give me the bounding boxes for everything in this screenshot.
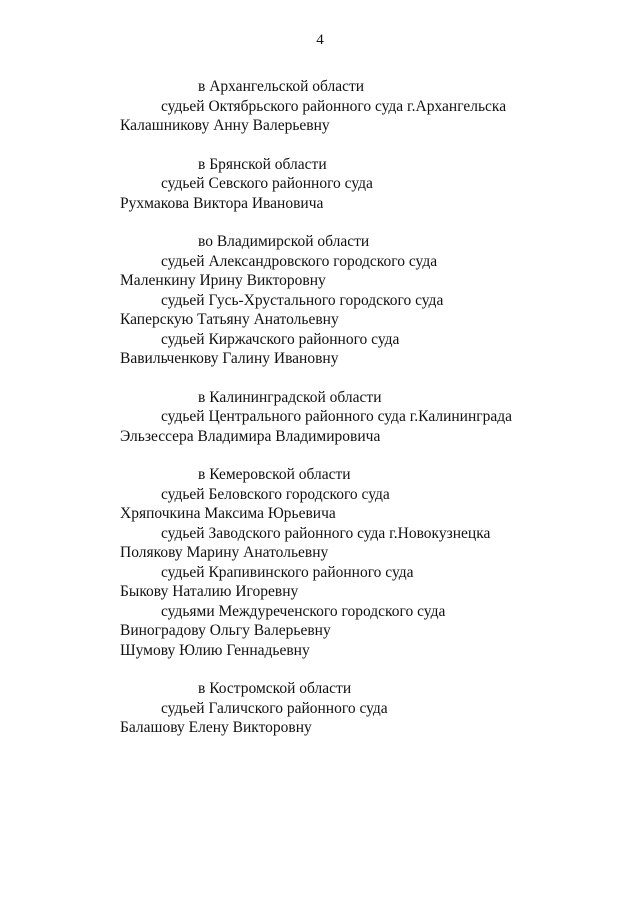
region-block xyxy=(0,388,640,447)
judge-name: Эльзессера Владимира Владимировича xyxy=(120,427,381,445)
judge-name: Полякову Марину Анатольевну xyxy=(120,544,329,561)
region-heading: в Брянской области xyxy=(198,155,327,173)
page-number: 4 xyxy=(316,32,324,48)
region-heading: во Владимирской области xyxy=(198,233,370,250)
court-line: судьей Крапивинского районного суда xyxy=(161,563,414,581)
court-line: судьей Заводского районного суда г.Новокузнецка xyxy=(161,524,491,542)
judge-name: Рухмакова Виктора Ивановича xyxy=(120,194,324,212)
court-line: судьей Беловского городского суда xyxy=(161,485,390,503)
block-spacer xyxy=(0,213,640,232)
block-spacer xyxy=(0,446,640,465)
court-line: судьей Галичского районного суда xyxy=(161,699,388,717)
judge-name: Каперскую Татьяну Анатольевну xyxy=(120,311,339,328)
judge-name: Хряпочкина Максима Юрьевича xyxy=(120,505,336,522)
block-spacer xyxy=(0,136,640,155)
region-block xyxy=(0,679,640,738)
judge-name: Маленкину Ирину Викторовну xyxy=(120,272,326,289)
region-heading: в Кемеровской области xyxy=(198,466,351,483)
court-line: судьей Севского районного суда xyxy=(161,175,373,192)
court-line: судьей Октябрьского районного суда г.Архангельска xyxy=(161,97,507,115)
region-block xyxy=(0,232,640,369)
court-line: судьей Центрального районного суда г.Калининграда xyxy=(161,408,512,425)
judge-name: Калашникову Анну Валерьевну xyxy=(120,117,330,134)
region-block xyxy=(0,155,640,214)
judge-name: Балашову Елену Викторовну xyxy=(120,719,312,736)
block-spacer xyxy=(0,660,640,679)
appointment-list xyxy=(0,77,640,738)
region-block xyxy=(0,465,640,660)
judge-name: Виноградову Ольгу Валерьевну xyxy=(120,622,331,639)
region-heading: в Калининградской области xyxy=(198,388,382,406)
region-heading: в Костромской области xyxy=(198,680,352,697)
judge-name: Быкову Наталию Игоревну xyxy=(120,583,299,600)
judge-name: Вавильченкову Галину Ивановну xyxy=(120,350,339,367)
court-line: судьями Междуреченского городского суда xyxy=(161,602,446,620)
court-line: судьей Александровского городского суда xyxy=(161,252,438,270)
block-spacer xyxy=(0,369,640,388)
region-heading: в Архангельской области xyxy=(198,78,365,95)
judge-name: Шумову Юлию Геннадьевну xyxy=(120,641,310,659)
region-block xyxy=(0,77,640,136)
court-line: судьей Киржачского районного суда xyxy=(161,330,400,348)
court-line: судьей Гусь-Хрустального городского суда xyxy=(161,291,444,309)
